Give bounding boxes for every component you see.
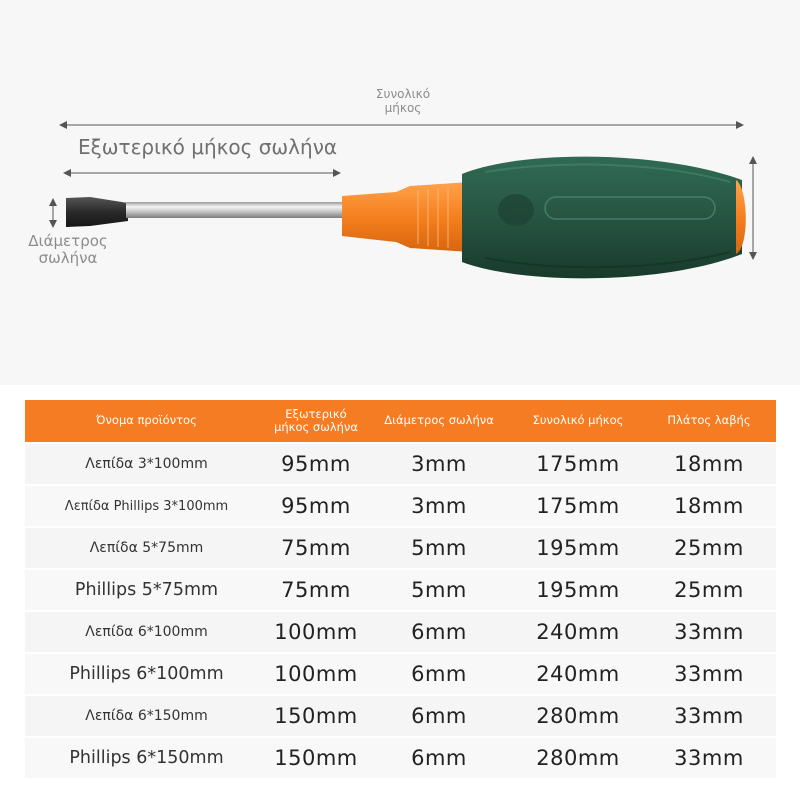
tube-diameter: 3mm bbox=[364, 485, 514, 527]
table-row bbox=[25, 569, 776, 611]
tube-diameter: 6mm bbox=[364, 653, 514, 695]
handle-width: 25mm bbox=[642, 569, 776, 611]
header-total-length: Συνολικό μήκος bbox=[514, 400, 642, 443]
flat-screwdriver-icon bbox=[66, 157, 746, 279]
outer-length: 100mm bbox=[268, 653, 364, 695]
product-name: Λεπίδα 5*75mm bbox=[25, 527, 268, 569]
table-row bbox=[25, 485, 776, 527]
handle-width: 33mm bbox=[642, 611, 776, 653]
screwdriver-illustration bbox=[0, 0, 800, 385]
outer-length: 75mm bbox=[268, 569, 364, 611]
total-length: 280mm bbox=[514, 737, 642, 778]
table-row bbox=[25, 695, 776, 737]
header-tube-diameter: Διάμετρος σωλήνα bbox=[364, 400, 514, 443]
tube-diameter: 6mm bbox=[364, 611, 514, 653]
total-length-label: Συνολικό μήκος bbox=[375, 87, 431, 115]
tube-diameter: 5mm bbox=[364, 569, 514, 611]
outer-tube-length-label: Εξωτερικό μήκος σωλήνα bbox=[78, 135, 338, 159]
spec-table bbox=[25, 400, 776, 778]
product-name: Phillips 5*75mm bbox=[25, 569, 268, 611]
header-handle-width: Πλάτος λαβής bbox=[642, 400, 776, 443]
product-name: Phillips 6*100mm bbox=[25, 653, 268, 695]
screwdriver-diagram bbox=[0, 0, 800, 385]
product-name: Λεπίδα 6*150mm bbox=[25, 695, 268, 737]
table-row bbox=[25, 527, 776, 569]
product-name: Λεπίδα 6*100mm bbox=[25, 611, 268, 653]
total-length: 240mm bbox=[514, 611, 642, 653]
table-row bbox=[25, 611, 776, 653]
outer-length: 150mm bbox=[268, 737, 364, 778]
tube-diameter: 3mm bbox=[364, 443, 514, 485]
shaft bbox=[126, 202, 348, 218]
table-header-row bbox=[25, 400, 776, 443]
total-length: 280mm bbox=[514, 695, 642, 737]
tube-diameter: 6mm bbox=[364, 695, 514, 737]
handle-width: 18mm bbox=[642, 443, 776, 485]
tube-diameter: 6mm bbox=[364, 737, 514, 778]
blade-tip bbox=[66, 197, 128, 227]
product-name: Phillips 6*150mm bbox=[25, 737, 268, 778]
outer-length: 100mm bbox=[268, 611, 364, 653]
handle-width: 33mm bbox=[642, 653, 776, 695]
handle-width: 33mm bbox=[642, 737, 776, 778]
total-length: 175mm bbox=[514, 443, 642, 485]
header-product-name: Όνομα προϊόντος bbox=[25, 400, 268, 443]
total-length: 240mm bbox=[514, 653, 642, 695]
handle-width: 33mm bbox=[642, 695, 776, 737]
handle-end-cap bbox=[736, 180, 746, 254]
total-length: 175mm bbox=[514, 485, 642, 527]
tube-diameter: 5mm bbox=[364, 527, 514, 569]
outer-length: 150mm bbox=[268, 695, 364, 737]
orange-collar bbox=[342, 182, 470, 252]
outer-length: 95mm bbox=[268, 485, 364, 527]
product-name: Λεπίδα Phillips 3*100mm bbox=[25, 485, 268, 527]
product-name: Λεπίδα 3*100mm bbox=[25, 443, 268, 485]
outer-length: 95mm bbox=[268, 443, 364, 485]
table-row bbox=[25, 653, 776, 695]
header-outer-length: Εξωτερικό μήκος σωλήνα bbox=[268, 400, 364, 443]
handle-width: 18mm bbox=[642, 485, 776, 527]
table-row bbox=[25, 443, 776, 485]
total-length: 195mm bbox=[514, 569, 642, 611]
outer-length: 75mm bbox=[268, 527, 364, 569]
total-length: 195mm bbox=[514, 527, 642, 569]
table-row bbox=[25, 737, 776, 778]
tube-diameter-label: Διάμετρος σωλήνα bbox=[28, 232, 108, 268]
handle-width: 25mm bbox=[642, 527, 776, 569]
